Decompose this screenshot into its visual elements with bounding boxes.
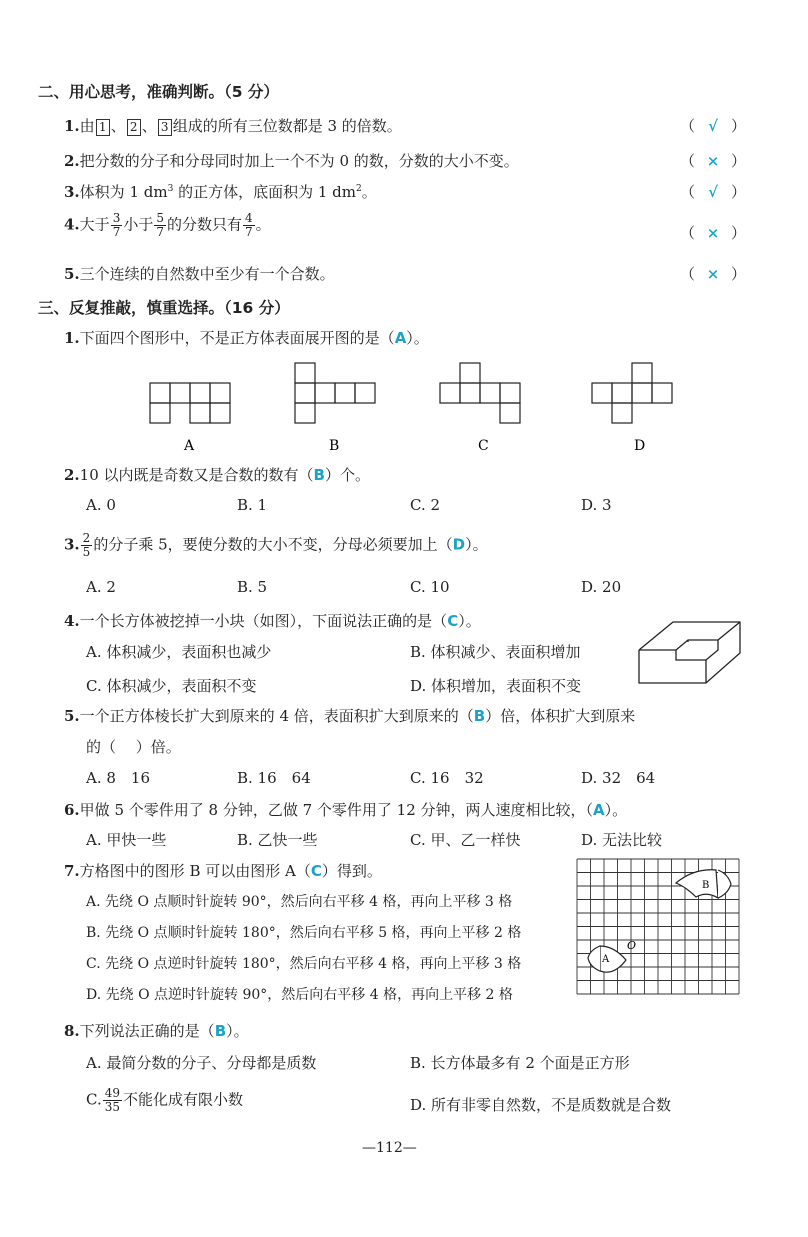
s3-q5: 5.一个正方体棱长扩大到原来的 4 倍，表面积扩大到原来的（B）倍，体积扩大到原来 [64,707,636,725]
s3-q5-opt-b: B. 16 64 [237,769,311,787]
s2-q5: 5.三个连续的自然数中至少有一个合数。 [64,265,335,283]
s3-q7: 7.方格图中的图形 B 可以由图形 A（C）得到。 [64,862,382,880]
net-label-a: A [184,438,195,454]
s3-q8-opt-d: D. 所有非零自然数，不是质数就是合数 [410,1096,672,1114]
s3-q7-opt-b: B. 先绕 O 点顺时针旋转 180°，然后向右平移 5 格，再向上平移 2 格 [86,925,522,941]
s2-q1-answer: （ √ ） [680,117,747,135]
s3-q8-opt-c: C. $\frac{49}{35}$ 不能化成有限小数 [86,1086,244,1114]
shape-b-label: B [702,880,710,891]
s3-q6-opt-b: B. 乙快一些 [237,831,318,849]
cube-nets-figure [140,360,740,460]
s3-q8-opt-a: A. 最简分数的分子、分母都是质数 [86,1054,317,1072]
s3-q2-opt-b: B. 1 [237,496,268,514]
s3-q8-opt-b: B. 长方体最多有 2 个面是正方形 [410,1054,630,1072]
s2-q4-answer: （ × ） [680,224,747,242]
s3-q7-opt-a: A. 先绕 O 点顺时针旋转 90°，然后向右平移 4 格，再向上平移 3 格 [86,894,513,910]
s3-q4-opt-a: A. 体积减少，表面积也减少 [86,643,272,661]
s3-q7-opt-c: C. 先绕 O 点逆时针旋转 180°，然后向右平移 4 格，再向上平移 3 格 [86,956,522,972]
section2-title: 二、用心思考，准确判断。（5 分） [38,83,279,101]
s3-q4-opt-b: B. 体积减少、表面积增加 [410,643,581,661]
s2-q1: 1.由 1 、 2 、 3 组成的所有三位数都是 3 的倍数。 [64,117,402,135]
s3-q4-opt-c: C. 体积减少，表面积不变 [86,677,257,695]
s3-q3: 3. $\frac{2}{5}$ 的分子乘 5，要使分数的大小不变，分母必须要加上（D）。 [64,531,488,559]
s3-q5-line2: 的（ ）倍。 [86,738,181,756]
s2-q4: 4.大于 $\frac{3}{7}$ 小于 $\frac{5}{7}$ 的分数只有 $\frac{4}{7}$ 。 [64,211,271,239]
s3-q2: 2.10 以内既是奇数又是合数的数有（B）个。 [64,466,370,484]
s3-q3-opt-a: A. 2 [86,578,116,596]
notched-cuboid-figure [636,620,746,688]
s3-q5-opt-a: A. 8 16 [86,769,150,787]
net-label-c: C [478,438,489,454]
s3-q3-opt-d: D. 20 [581,578,622,596]
shape-b [676,870,718,898]
s2-q3-answer: （ √ ） [680,183,747,201]
s3-q3-opt-c: C. 10 [410,578,450,596]
s2-q2-answer: （ × ） [680,152,747,170]
s3-q1: 1.下面四个图形中，不是正方体表面展开图的是（A）。 [64,329,429,347]
net-a [150,383,230,423]
net-d [592,363,672,423]
s2-q3: 3.体积为 1 $dm^3$ 的正方体，底面积为 1 $dm^2$。 [64,183,377,201]
grid-figure [576,858,742,1006]
s3-q3-opt-b: B. 5 [237,578,268,596]
s3-q8: 8.下列说法正确的是（B）。 [64,1022,249,1040]
net-b [295,363,375,423]
s3-q5-opt-d: D. 32 64 [581,769,656,787]
s3-q4: 4.一个长方体被挖掉一小块（如图），下面说法正确的是（C）。 [64,612,481,630]
s3-q6: 6.甲做 5 个零件用了 8 分钟，乙做 7 个零件用了 12 分钟，两人速度相比较，（A）。 [64,801,628,819]
point-o-label: O [627,939,637,952]
net-label-d: D [634,438,646,454]
net-label-b: B [329,438,340,454]
s3-q7-opt-d: D. 先绕 O 点逆时针旋转 90°，然后向右平移 4 格，再向上平移 2 格 [86,987,513,1003]
s2-q5-answer: （ × ） [680,265,747,283]
s2-q2: 2.把分数的分子和分母同时加上一个不为 0 的数，分数的大小不变。 [64,152,519,170]
page-number: —112— [362,1140,417,1156]
s3-q2-opt-d: D. 3 [581,496,612,514]
shape-a-label: A [602,954,610,965]
s3-q6-opt-d: D. 无法比较 [581,831,663,849]
net-c [440,363,520,423]
s3-q6-opt-a: A. 甲快一些 [86,831,167,849]
s3-q2-opt-a: A. 0 [86,496,116,514]
s3-q6-opt-c: C. 甲、乙一样快 [410,831,521,849]
s3-q5-opt-c: C. 16 32 [410,769,484,787]
s3-q4-opt-d: D. 体积增加，表面积不变 [410,677,582,695]
s3-q2-opt-c: C. 2 [410,496,441,514]
section3-title: 三、反复推敲，慎重选择。（16 分） [38,299,290,317]
